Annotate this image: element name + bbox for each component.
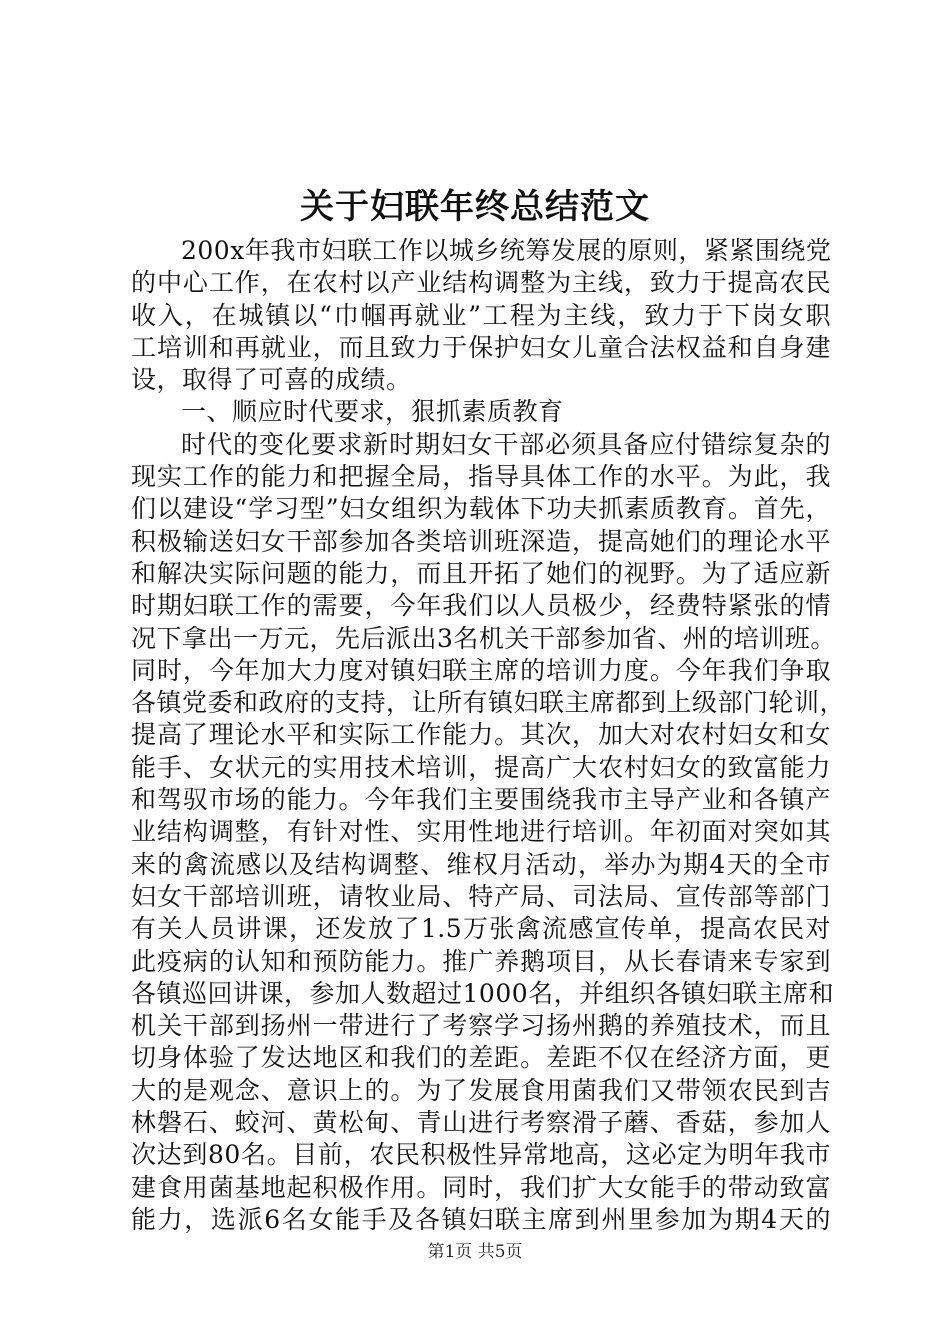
document-title: 关于妇联年终总结范文 [300,187,650,227]
text-line: 大的是观念、意识上的。为了发展食用菌我们又带领农民到吉 [131,1075,831,1105]
text-line: 各镇党委和政府的支持，让所有镇妇联主席都到上级部门轮训， [131,688,846,718]
page-footer: 第1页 共5页 [427,1242,523,1262]
text-line: 此疫病的认知和预防能力。推广养鹅项目，从长春请来专家到 [131,946,831,976]
text-line: 和驾驭市场的能力。今年我们主要围绕我市主导产业和各镇产 [131,785,831,815]
text-line: 妇女干部培训班，请牧业局、特产局、司法局、宣传部等部门 [131,881,831,911]
text-line: 次达到80名。目前，农民积极性异常地高，这必定为明年我市 [131,1140,831,1170]
text-line: 机关干部到扬州一带进行了考察学习扬州鹅的养殖技术，而且 [131,1011,831,1041]
text-line: 的中心工作，在农村以产业结构调整为主线，致力于提高农民 [131,268,831,298]
text-line: 有关人员讲课，还发放了1.5万张禽流感宣传单，提高农民对 [131,914,831,944]
text-line: 能手、女状元的实用技术培训，提高广大农村妇女的致富能力 [131,752,831,782]
text-line: 业结构调整，有针对性、实用性地进行培训。年初面对突如其 [131,817,831,847]
text-line: 各镇巡回讲课，参加人数超过1000名，并组织各镇妇联主席和 [131,978,835,1008]
text-line: 来的禽流感以及结构调整、维权月活动，举办为期4天的全市 [131,849,831,879]
text-line: 和解决实际问题的能力，而且开拓了她们的视野。为了适应新 [131,558,831,588]
section-heading: 一、顺应时代要求，狠抓素质教育 [181,397,564,427]
text-line: 况下拿出一万元，先后派出3名机关干部参加省、州的培训班。 [131,623,836,653]
text-line: 时代的变化要求新时期妇女干部必须具备应付错综复杂的 [181,429,831,459]
text-line: 提高了理论水平和实际工作能力。其次，加大对农村妇女和女 [131,720,831,750]
text-line: 积极输送妇女干部参加各类培训班深造，提高她们的理论水平 [131,526,831,556]
text-line: 200x年我市妇联工作以城乡统筹发展的原则，紧紧围绕党 [181,236,832,265]
text-line: 时期妇联工作的需要，今年我们以人员极少，经费特紧张的情 [131,591,831,621]
text-line: 能力，选派6名女能手及各镇妇联主席到州里参加为期4天的 [131,1204,831,1234]
text-line: 林磐石、蛟河、黄松甸、青山进行考察滑子蘑、香菇，参加人 [131,1108,831,1138]
document-body [131,235,846,1236]
text-line: 们以建设“学习型”妇女组织为载体下功夫抓素质教育。首先， [131,494,831,524]
text-line: 设，取得了可喜的成绩。 [131,365,412,395]
text-line: 工培训和再就业，而且致力于保护妇女儿童合法权益和自身建 [131,332,831,362]
text-line: 建食用菌基地起积极作用。同时，我们扩大女能手的带动致富 [131,1172,831,1202]
text-line: 同时，今年加大力度对镇妇联主席的培训力度。今年我们争取 [131,655,831,685]
text-line: 现实工作的能力和把握全局，指导具体工作的水平。为此，我 [131,462,831,492]
text-line: 切身体验了发达地区和我们的差距。差距不仅在经济方面，更 [131,1043,831,1073]
text-line: 收入，在城镇以“巾帼再就业”工程为主线，致力于下岗女职 [131,300,831,330]
